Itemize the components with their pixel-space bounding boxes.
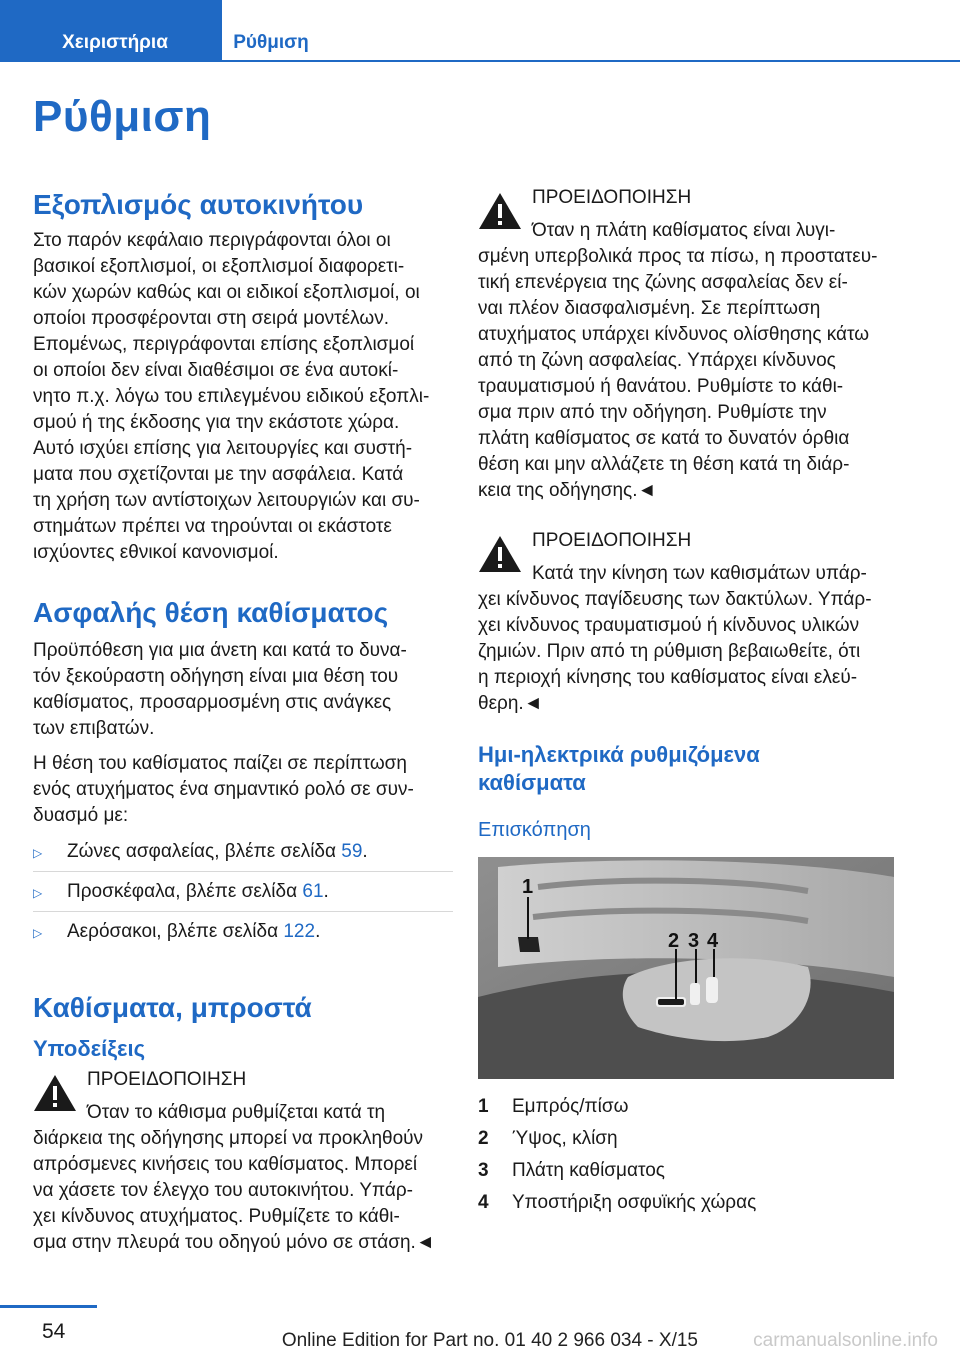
legend-number: 3 xyxy=(478,1160,489,1181)
footer-accent-line xyxy=(0,1305,97,1308)
text-line: καθίσματος, προσαρμοσμένη στις ανάγκες xyxy=(33,692,392,713)
heading-line: Ημι-ηλεκτρικά ρυθμιζόμενα xyxy=(478,742,760,767)
warning-text-line: χει κίνδυνος παγίδευσης των δακτύλων. Υπάρ‐ xyxy=(478,589,872,610)
heading-overview: Επισκόπηση xyxy=(478,819,591,841)
text-line: Επομένως, περιγράφονται επίσης εξοπλισμοί xyxy=(33,334,415,355)
legend-text: Υποστήριξη οσφυϊκής χώρας xyxy=(512,1192,757,1213)
watermark: carmanualsonline.info xyxy=(753,1330,938,1351)
warning-text-line: διάρκεια της οδήγησης μπορεί να προκληθούν xyxy=(33,1128,424,1149)
warning-text-line: ζημιών. Πριν από τη ρύθμιση βεβαιωθείτε, ότι xyxy=(478,641,861,662)
warning-box xyxy=(478,528,898,717)
right-column xyxy=(478,185,898,1219)
legend-text: Ύψος, κλίση xyxy=(512,1128,618,1149)
list-item xyxy=(33,913,453,953)
callout-4: 4 xyxy=(707,930,719,952)
heading-safe-seat-position: Ασφαλής θέση καθίσματος xyxy=(33,597,389,628)
legend-number: 2 xyxy=(478,1128,489,1149)
safe-seat-paragraph-2 xyxy=(33,751,453,829)
text-line: σμού ή της έκδοσης για την εκάστοτε χώρα. xyxy=(33,412,400,433)
text-line: Αυτό ισχύει επίσης για λειτουργίες και συστή‐ xyxy=(33,438,413,459)
warning-label: ΠΡΟΕΙΔΟΠΟΙΗΣΗ xyxy=(87,1069,247,1090)
warning-text-line: χει κίνδυνος ατυχήματος. Ρυθμίζετε το κάθι‐ xyxy=(33,1206,400,1227)
warning-label: ΠΡΟΕΙΔΟΠΟΙΗΣΗ xyxy=(532,187,692,208)
legend-row xyxy=(478,1091,898,1123)
tab-settings[interactable]: Ρύθμιση xyxy=(233,32,309,53)
text-line: στημάτων πρέπει να τηρούνται οι εκάστοτε xyxy=(33,516,392,537)
heading-notes: Υποδείξεις xyxy=(33,1036,146,1061)
list-item-text: Ζώνες ασφαλείας, βλέπε σελίδα 59. xyxy=(67,841,368,862)
header-tabs xyxy=(0,0,893,62)
page-number: 54 xyxy=(42,1320,66,1343)
text-line: ενός ατυχήματος ένα σημαντικό ρολό σε συν‐ xyxy=(33,779,414,800)
page-link-122[interactable]: 122 xyxy=(283,921,316,942)
warning-text-line: η περιοχή κίνησης του καθίσματος είναι ελεύ‐ xyxy=(478,667,858,688)
page-link-59[interactable]: 59 xyxy=(341,841,363,862)
callout-2: 2 xyxy=(668,930,680,952)
list-item xyxy=(33,833,453,873)
warning-text-line: σμα πριν από την οδήγηση. Ρυθμίστε την xyxy=(478,402,827,423)
text-line: τη χρήση των αντίστοιχων λειτουργιών και συ‐ xyxy=(33,490,420,511)
warning-text-line: από τη ζώνη ασφαλείας. Υπάρχει κίνδυνος xyxy=(478,350,836,371)
warning-text-line: κεια της οδήγησης.◄ xyxy=(478,480,657,501)
warning-text-line: απρόσμενες κινήσεις του καθίσματος. Μπορεί xyxy=(33,1154,418,1175)
text-line: Στο παρόν κεφάλαιο περιγράφονται όλοι οι xyxy=(33,230,391,251)
legend-text: Εμπρός/πίσω xyxy=(512,1096,629,1117)
warning-text-line: πλάτη καθίσματος σε κατά το δυνατόν όρθια xyxy=(478,428,850,449)
equipment-paragraph xyxy=(33,228,453,566)
list-item xyxy=(33,873,453,913)
legend-row xyxy=(478,1155,898,1187)
page-link-61[interactable]: 61 xyxy=(302,881,324,902)
warning-text-line: Όταν η πλάτη καθίσματος είναι λυγι‐ xyxy=(532,220,836,241)
heading-vehicle-equipment: Εξοπλισμός αυτοκινήτου xyxy=(33,189,364,220)
header-divider xyxy=(222,60,960,62)
callout-1: 1 xyxy=(522,876,534,898)
warning-text-line: τραυματισμού ή θανάτου. Ρυθμίστε το κάθι‐ xyxy=(478,376,844,397)
list-item-text: Προσκέφαλα, βλέπε σελίδα 61. xyxy=(67,881,329,902)
text-line: βασικοί εξοπλισμοί, οι εξοπλισμοί διαφορετι‐ xyxy=(33,256,405,277)
heading-semi-electric-seats xyxy=(478,741,898,797)
triangle-bullet-icon: ▷ xyxy=(33,886,43,900)
heading-front-seats: Καθίσματα, μπροστά xyxy=(33,992,312,1023)
triangle-bullet-icon: ▷ xyxy=(33,926,43,940)
left-column xyxy=(33,188,453,1256)
warning-text-line: Όταν το κάθισμα ρυθμίζεται κατά τη xyxy=(87,1102,386,1123)
warning-text-line: ατυχήματος υπάρχει κίνδυνος ολίσθησης κάτω xyxy=(478,324,870,345)
warning-text-line: σμένη υπερβολικά προς τα πίσω, η προστατευ‐ xyxy=(478,246,878,267)
safety-references-list xyxy=(33,833,453,953)
warning-triangle-icon xyxy=(478,191,522,231)
heading-line: καθίσματα xyxy=(478,770,586,795)
text-line: κών χωρών καθώς και οι ειδικοί εξοπλισμοί, οι xyxy=(33,282,420,303)
text-line: Η θέση του καθίσματος παίζει σε περίπτωση xyxy=(33,753,407,774)
callout-3: 3 xyxy=(688,930,700,952)
seat-controls-figure xyxy=(478,857,894,1079)
legend-row xyxy=(478,1187,898,1219)
text-line: δυασμό με: xyxy=(33,805,129,826)
triangle-bullet-icon: ▷ xyxy=(33,846,43,860)
warning-text-line: χει κίνδυνος τραυματισμού ή κίνδυνος υλικών xyxy=(478,615,860,636)
text-line: οι οποίοι δεν είναι διαθέσιμοι σε ένα αυτοκί‐ xyxy=(33,360,399,381)
tab-controls[interactable]: Χειριστήρια xyxy=(0,0,222,62)
list-item-text: Αερόσακοι, βλέπε σελίδα 122. xyxy=(67,921,321,942)
safe-seat-paragraph-1 xyxy=(33,638,453,742)
text-line: τόν ξεκούραστη οδήγηση είναι μια θέση του xyxy=(33,666,399,687)
edition-note: Online Edition for Part no. 01 40 2 966 034 - X/15 xyxy=(281,1330,698,1351)
page-title: Ρύθμιση xyxy=(33,92,212,141)
warning-text-line: τική επενέργεια της ζώνης ασφαλείας δεν εί‐ xyxy=(478,272,848,293)
text-line: ισχύοντες εθνικοί κανονισμοί. xyxy=(33,542,279,563)
warning-box xyxy=(478,185,898,504)
legend-number: 4 xyxy=(478,1192,489,1213)
legend-text: Πλάτη καθίσματος xyxy=(512,1160,665,1181)
legend-number: 1 xyxy=(478,1096,489,1117)
text-line: οποίοι προσφέρονται στη σειρά μοντέλων. xyxy=(33,308,389,329)
text-line: Προϋπόθεση για μια άνετη και κατά το δυνα‐ xyxy=(33,640,407,661)
text-line: των επιβατών. xyxy=(33,718,155,739)
figure-legend xyxy=(478,1091,898,1219)
warning-text-line: Κατά την κίνηση των καθισμάτων υπάρ‐ xyxy=(532,563,867,584)
warning-box xyxy=(33,1067,453,1256)
warning-text-line: θέση και μην αλλάζετε τη θέση κατά τη διάρ‐ xyxy=(478,454,850,475)
text-line: ματα που σχετίζονται με την ασφάλεια. Κατά xyxy=(33,464,404,485)
legend-row xyxy=(478,1123,898,1155)
warning-triangle-icon xyxy=(33,1073,77,1113)
warning-text-line: ναι πλέον διασφαλισμένη. Σε περίπτωση xyxy=(478,298,821,319)
seat-illustration xyxy=(478,857,894,1079)
warning-label: ΠΡΟΕΙΔΟΠΟΙΗΣΗ xyxy=(532,530,692,551)
warning-text-line: θερη.◄ xyxy=(478,693,543,714)
warning-text-line: να χάσετε τον έλεγχο του αυτοκινήτου. Υπάρ‐ xyxy=(33,1180,413,1201)
warning-text-line: σμα στην πλευρά του οδηγού μόνο σε στάση.◄ xyxy=(33,1232,435,1253)
text-line: νητο π.χ. λόγω του επιλεγμένου ειδικού εξοπλι‐ xyxy=(33,386,430,407)
warning-triangle-icon xyxy=(478,534,522,574)
